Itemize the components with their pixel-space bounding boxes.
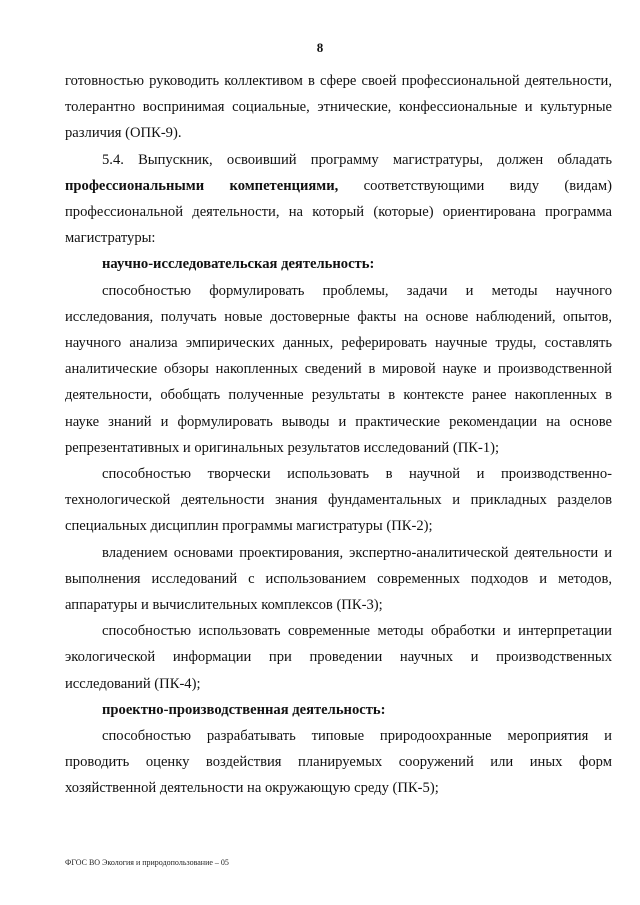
paragraph-5-4-tail: соответствующими виду (видам) профессиональной деятельности, на который (которые) ориентирована программа магистратуры: (65, 177, 612, 247)
heading-design-production-activity: проектно-производственная деятельность: (102, 701, 386, 718)
paragraph-5-4-bold: профессиональными компетенциями, (65, 177, 339, 194)
paragraph-opk9-continuation: готовностью руководить коллективом в сфере своей профессиональной деятельности, толерантно воспринимая социальные, этнические, конфессиональные и культурные различия (ОПК-9). (65, 73, 612, 142)
paragraph-pk3: владением основами проектирования, экспертно-аналитической деятельности и выполнения исследований с использованием современных подходов и методов, аппаратуры и вычислительных комплексов (ПК-3); (65, 544, 612, 614)
document-body (65, 68, 612, 802)
page-footer: ФГОС ВО Экология и природопользование – 05 (65, 858, 229, 867)
heading-research-activity: научно-исследовательская деятельность: (102, 256, 375, 273)
paragraph-pk1: способностью формулировать проблемы, задачи и методы научного исследования, получать новые достоверные факты на основе наблюдений, опытов, научного анализа эмпирических данных, реферировать научные труды, составлять аналитические обзоры накопленных сведений в мировой науке и производственной деятельности, обобщать полученные результаты в контексте ранее накопленных в науке знаний и формулировать выводы и практические рекомендации на основе репрезентативных и оригинальных результатов исследований (ПК-1); (65, 282, 612, 456)
paragraph-5-4 (65, 147, 612, 252)
paragraph-5-4-lead: 5.4. Выпускник, освоивший программу магистратуры, должен обладать (102, 151, 612, 168)
paragraph-pk4: способностью использовать современные методы обработки и интерпретации экологической информации при проведении научных и производственных исследований (ПК-4); (65, 623, 612, 692)
paragraph-pk2: способностью творчески использовать в научной и производственно-технологической деятельности знания фундаментальных и прикладных разделов специальных дисциплин программы магистратуры (ПК-2); (65, 466, 612, 535)
paragraph-pk5: способностью разрабатывать типовые природоохранные мероприятия и проводить оценку воздействия планируемых сооружений или иных форм хозяйственной деятельности на окружающую среду (ПК-5); (65, 728, 612, 797)
page-number: 8 (316, 40, 324, 55)
